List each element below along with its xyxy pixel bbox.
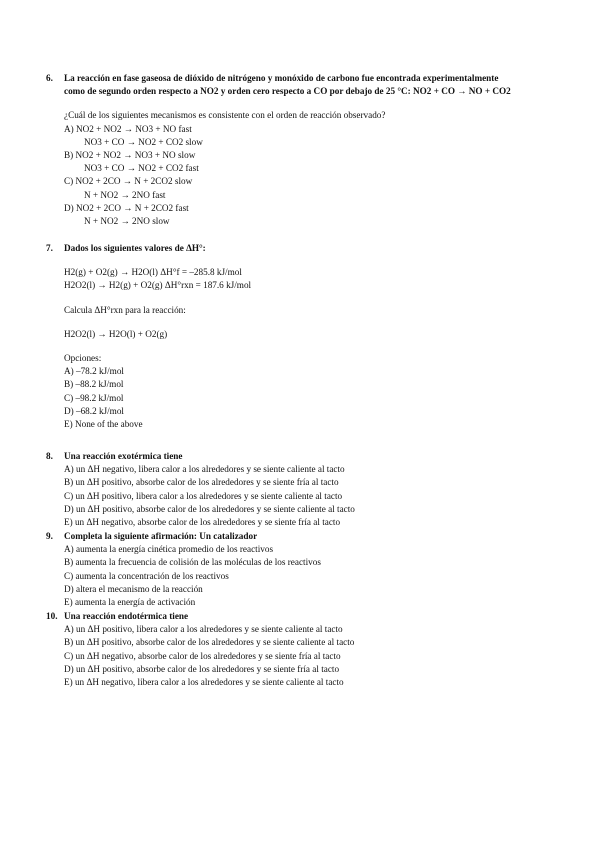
question-6 — [46, 72, 566, 228]
question-7 — [46, 242, 566, 431]
question-stem: Completa la siguiente afirmación: Un catalizador — [64, 531, 258, 541]
question-9 — [46, 530, 566, 609]
question-stem: Dados los siguientes valores de ΔH°: — [64, 243, 206, 253]
option-line: C) –98.2 kJ/mol — [64, 392, 124, 403]
option-line: E) un ΔH negativo, absorbe calor de los alrededores y se siente fría al tacto — [64, 517, 341, 528]
options-label: Opciones: — [64, 353, 102, 364]
question-8 — [46, 450, 566, 529]
instruction: Calcula ΔH°rxn para la reacción: — [64, 304, 186, 315]
option-line: A) un ΔH positivo, libera calor a los alrededores y se siente caliente al tacto — [64, 624, 343, 635]
question-prompt: ¿Cuál de los siguientes mecanismos es consistente con el orden de reacción observado? — [64, 110, 386, 121]
option-line: B) un ΔH positivo, absorbe calor de los alrededores y se siente fría al tacto — [64, 477, 339, 488]
option-line: E) un ΔH negativo, libera calor a los alrededores y se siente caliente al tacto — [64, 677, 344, 688]
question-number: 8. — [46, 451, 53, 461]
equation: H2O2(l) → H2O(l) + O2(g) — [64, 328, 168, 339]
option-line: B) –88.2 kJ/mol — [64, 379, 124, 390]
question-number: 7. — [46, 243, 53, 253]
question-stem: como de segundo orden respecto a NO2 y orden cero respecto a CO por debajo de 25 °C: NO2 + CO → NO + CO2 — [64, 86, 511, 97]
option-line: C) aumenta la concentración de los reactivos — [64, 570, 229, 581]
option-line: C) un ΔH negativo, absorbe calor de los alrededores y se siente fría al tacto — [64, 650, 341, 661]
option-line: D) un ΔH positivo, absorbe calor de los alrededores y se siente caliente al tacto — [64, 503, 355, 514]
question-stem: Una reacción endotérmica tiene — [64, 611, 189, 621]
question-stem: Una reacción exotérmica tiene — [64, 451, 183, 461]
question-number: 10. — [46, 611, 58, 621]
option-line: D) un ΔH positivo, absorbe calor de los alrededores y se siente fría al tacto — [64, 663, 340, 674]
option-line: E) None of the above — [64, 419, 143, 430]
option-line: D) altera el mecanismo de la reacción — [64, 583, 203, 594]
option-line: B) un ΔH positivo, absorbe calor de los alrededores y se siente caliente al tacto — [64, 637, 355, 648]
option-line: A) –78.2 kJ/mol — [64, 366, 124, 377]
option-line: A) NO2 + NO2 → NO3 + NO fast — [64, 123, 192, 134]
question-10 — [46, 610, 566, 689]
option-line: A) un ΔH negativo, libera calor a los alrededores y se siente caliente al tacto — [64, 464, 345, 475]
option-line: N + NO2 → 2NO slow — [84, 216, 170, 227]
option-line: C) NO2 + 2CO → N + 2CO2 slow — [64, 176, 193, 187]
option-line: B) aumenta la frecuencia de colisión de las moléculas de los reactivos — [64, 557, 321, 568]
option-line: NO3 + CO → NO2 + CO2 slow — [84, 136, 203, 147]
option-line: B) NO2 + NO2 → NO3 + NO slow — [64, 150, 196, 161]
option-line: C) un ΔH positivo, libera calor a los alrededores y se siente caliente al tacto — [64, 490, 343, 501]
option-line: A) aumenta la energía cinética promedio de los reactivos — [64, 544, 274, 555]
equation: H2O2(l) → H2(g) + O2(g) ΔH°rxn = 187.6 kJ/mol — [64, 280, 252, 291]
option-line: NO3 + CO → NO2 + CO2 fast — [84, 163, 199, 174]
question-number: 9. — [46, 531, 53, 541]
question-stem: La reacción en fase gaseosa de dióxido de nitrógeno y monóxido de carbono fue encontrada experimentalmente — [64, 73, 499, 83]
option-line: D) NO2 + 2CO → N + 2CO2 fast — [64, 202, 189, 213]
option-line: N + NO2 → 2NO fast — [84, 189, 166, 200]
equation: H2(g) + O2(g) → H2O(l) ΔH°f = –285.8 kJ/mol — [64, 267, 242, 278]
option-line: E) aumenta la energía de activación — [64, 597, 196, 608]
option-line: D) –68.2 kJ/mol — [64, 405, 124, 416]
question-number: 6. — [46, 73, 53, 83]
